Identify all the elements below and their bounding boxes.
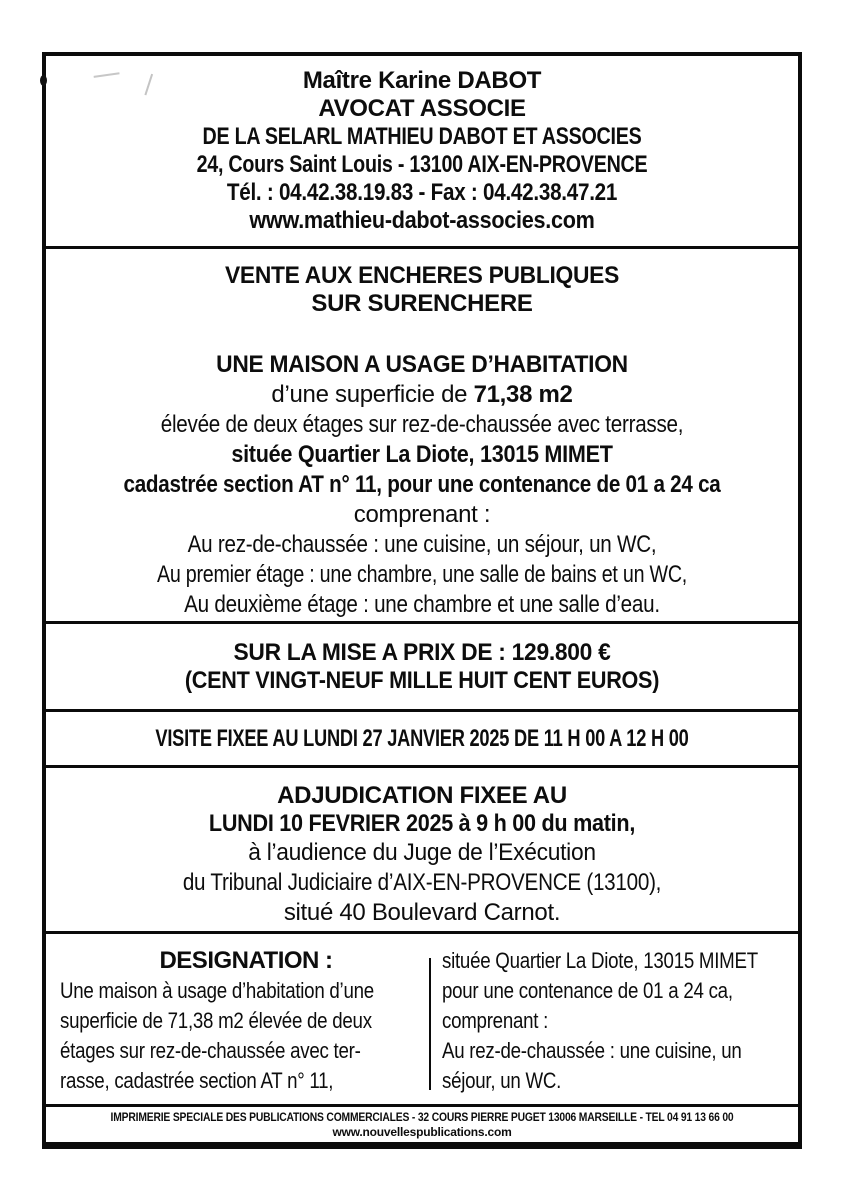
designation-section <box>46 934 798 1107</box>
adjudication-court: du Tribunal Judiciaire d’AIX-EN-PROVENCE (13100), <box>182 869 662 896</box>
scan-blob <box>40 75 47 86</box>
sale-description-section <box>46 249 798 624</box>
attorney-website: www.mathieu-dabot-associes.com <box>249 207 595 234</box>
adjudication-section <box>46 768 798 934</box>
designation-right-line: située Quartier La Diote, 13015 MIMET <box>442 948 758 973</box>
visit-line: VISITE FIXEE AU LUNDI 27 JANVIER 2025 DE 11 H 00 A 12 H 00 <box>155 724 689 752</box>
property-floors: élevée de deux étages sur rez-de-chaussée avec terrasse, <box>160 411 684 438</box>
designation-right-line: séjour, un WC. <box>442 1068 562 1093</box>
property-surface <box>46 380 798 410</box>
designation-heading: DESIGNATION : <box>159 947 333 974</box>
attorney-address: 24, Cours Saint Louis - 13100 AIX-EN-PROVENCE <box>196 151 648 178</box>
attorney-name: Maître Karine DABOT <box>302 67 542 94</box>
attorney-role: AVOCAT ASSOCIE <box>318 95 526 122</box>
printer-footer-section <box>46 1107 798 1142</box>
printer-website: www.nouvellespublications.com <box>332 1125 512 1139</box>
spacer <box>46 318 798 350</box>
designation-right-line: comprenant : <box>442 1008 549 1033</box>
attorney-firm: DE LA SELARL MATHIEU DABOT ET ASSOCIES <box>202 123 642 150</box>
notice-frame <box>42 52 802 1149</box>
property-second-floor: Au deuxième étage : une chambre et une salle d’eau. <box>184 591 660 618</box>
visit-section <box>46 712 798 768</box>
designation-right-column <box>442 946 794 1096</box>
adjudication-title: ADJUDICATION FIXEE AU <box>277 782 567 809</box>
price-line: SUR LA MISE A PRIX DE : 129.800 € <box>233 638 611 666</box>
surface-value: 71,38 m2 <box>473 381 573 408</box>
designation-left-line: étages sur rez-de-chaussée avec ter- <box>60 1038 361 1063</box>
designation-right-line: Au rez-de-chaussée : une cuisine, un <box>442 1038 742 1063</box>
designation-left-line: rasse, cadastrée section AT n° 11, <box>60 1068 334 1093</box>
property-cadastre: cadastrée section AT n° 11, pour une contenance de 01 a 24 ca <box>123 471 721 498</box>
property-comprenant: comprenant : <box>353 501 491 528</box>
property-ground-floor: Au rez-de-chaussée : une cuisine, un séjour, un WC, <box>187 531 657 558</box>
price-words-line: (CENT VINGT-NEUF MILLE HUIT CENT EUROS) <box>184 666 660 694</box>
adjudication-address: situé 40 Boulevard Carnot. <box>283 899 561 926</box>
starting-price-section <box>46 624 798 712</box>
designation-left-line: superficie de 71,38 m2 élevée de deux <box>60 1008 372 1033</box>
surface-prefix: d’une superficie de <box>271 381 474 408</box>
printer-line: IMPRIMERIE SPECIALE DES PUBLICATIONS COMMERCIALES - 32 COURS PIERRE PUGET 13006 MARSEILLE - TEL 04 91 13 66 00 <box>110 1110 734 1124</box>
designation-right-line: pour une contenance de 01 a 24 ca, <box>442 978 733 1003</box>
adjudication-audience: à l’audience du Juge de l’Exécution <box>248 839 596 866</box>
designation-left-column <box>60 946 432 1096</box>
attorney-phone-fax: Tél. : 04.42.38.19.83 - Fax : 04.42.38.47.21 <box>226 179 618 206</box>
property-first-floor: Au premier étage : une chambre, une salle de bains et un WC, <box>156 561 688 588</box>
attorney-header-section <box>46 56 798 249</box>
sale-title-line1: VENTE AUX ENCHERES PUBLIQUES <box>224 262 620 289</box>
sale-title-line2: SUR SURENCHERE <box>311 290 533 317</box>
adjudication-date: LUNDI 10 FEVRIER 2025 à 9 h 00 du matin, <box>208 810 636 837</box>
property-heading: UNE MAISON A USAGE D’HABITATION <box>216 351 628 378</box>
designation-left-line: Une maison à usage d’habitation d’une <box>60 978 374 1003</box>
property-location: située Quartier La Diote, 13015 MIMET <box>231 441 613 468</box>
